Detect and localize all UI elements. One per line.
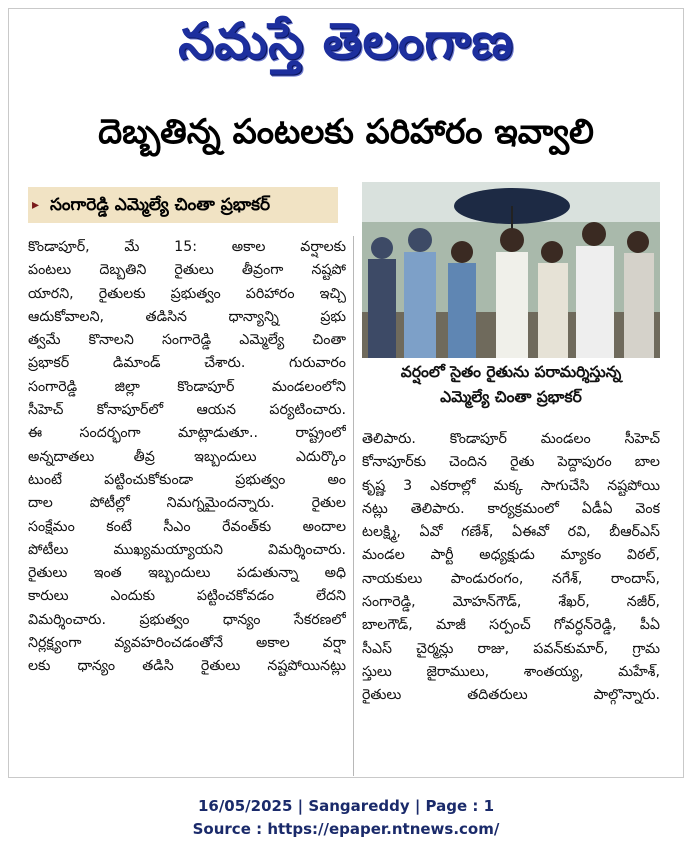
- article-text-line: కోనాపూర్‌కు చెందిన రైతు పెద్దాపురం బాల: [362, 454, 660, 471]
- article-text-line: కొండాపూర్, మే 15: అకాల వర్షాలకు: [28, 239, 346, 255]
- article-text-line: నట్లు తెలిపారు. కార్యక్రమంలో ఏడీఏ వెంక: [362, 500, 660, 517]
- article-text-line: లకు ధాన్యం తడిసి రైతులు నష్టపోయినట్లు: [28, 658, 346, 675]
- article-text-line: పంటలు దెబ్బతిని రైతులు తీవ్రంగా నష్టపో: [28, 262, 346, 279]
- photo-caption-line: వర్షంలో సైతం రైతును పరామర్శిస్తున్న: [400, 363, 622, 381]
- article-photo: [362, 182, 660, 358]
- article-text-line: మండల పార్టీ అధ్యక్షుడు మ్యాకం విఠల్,: [362, 547, 660, 564]
- footer-date-edition: 16/05/2025 | Sangareddy | Page : 1: [197, 797, 495, 815]
- footer-source: Source : https://epaper.ntnews.com/: [192, 820, 500, 838]
- article-text-line: తెలిపారు. కొండాపూర్ మండలం సీహెచ్: [362, 431, 660, 447]
- article-text-line: టలక్ష్మి, ఏవో గణేశ్, ఏఈవో రవి, బీఆర్‌ఎస్: [362, 524, 660, 541]
- article-column-2: [362, 428, 660, 708]
- article-text-line: టుంటే పట్టించుకోకుండా ప్రభుత్వం అం: [28, 471, 346, 488]
- newspaper-masthead: నమస్తే తెలంగాణ: [178, 11, 514, 70]
- article-column-1: [28, 236, 346, 679]
- article-text-line: యారని, రైతులకు ప్రభుత్వం పరిహారం ఇచ్చి: [28, 285, 346, 302]
- column-divider: [353, 236, 354, 776]
- article-text-line: సీఎస్ చైర్మన్లు రాజు, పవన్‌కుమార్, గ్రామ: [362, 640, 660, 657]
- article-text-line: కృష్ణ 3 ఎకరాల్లో మక్క సాగుచేసి నష్టపోయి: [362, 477, 660, 494]
- byline-text: సంగారెడ్డి ఎమ్మెల్యే చింతా ప్రభాకర్: [50, 195, 271, 215]
- article-text-line: రైతులు ఇంత ఇబ్బందులు పడుతున్నా అధి: [28, 565, 346, 582]
- article-headline: దెబ్బతిన్న పంటలకు పరిహారం ఇవ్వాలి: [98, 112, 594, 152]
- byline-marker-icon: ▸: [32, 197, 40, 213]
- article-text-line: స్తులు జైరాములు, శాంతయ్య, మహేశ్,: [362, 663, 660, 680]
- article-text-line: త్వమే కొనాలని సంగారెడ్డి ఎమ్మెల్యే చింతా: [28, 332, 346, 349]
- photo-caption: [362, 360, 660, 412]
- article-text-line: బాలగౌడ్, మాజీ సర్పంచ్ గోవర్ధన్‌రెడ్డి, పీఏ: [362, 617, 660, 634]
- article-text-line: అన్నదాతలు తీవ్ర ఇబ్బందులు ఎదుర్కొం: [28, 448, 346, 465]
- article-text-line: కారులు ఎందుకు పట్టించకోవడం లేదని: [28, 588, 346, 605]
- article-text-line: దాల పోటీల్లో నిమగ్నమైందన్నారు. రైతుల: [28, 495, 346, 512]
- article-text-line: నాయకులు పాండురంగం, నగేశ్, రాందాస్,: [362, 570, 660, 587]
- photo-caption-line: ఎమ్మెల్యే చింతా ప్రభాకర్: [440, 388, 582, 406]
- article-text-line: రైతులు తదితరులు పాల్గొన్నారు.: [362, 687, 660, 704]
- article-text-line: పోటీలు ముఖ్యమయ్యాయని విమర్శించారు.: [28, 541, 346, 558]
- photo-illustration: [362, 182, 660, 358]
- article-text-line: సంగారెడ్డి, మోహన్‌గౌడ్, శేఖర్, నజీర్,: [362, 594, 660, 611]
- article-text-line: సంగారెడ్డి జిల్లా కొండాపూర్ మండలంలోని: [28, 378, 346, 395]
- article-text-line: విమర్శించారు. ప్రభుత్వం ధాన్యం సేకరణలో: [28, 611, 346, 628]
- article-text-line: సంక్షేమం కంటే సీఎం రేవంత్‌కు అందాల: [28, 518, 346, 535]
- article-text-line: ప్రభాకర్ డిమాండ్ చేశారు. గురువారం: [28, 355, 346, 372]
- byline-box: [28, 187, 338, 223]
- article-text-line: ఆదుకోవాలని, తడిసిన ధాన్యాన్ని ప్రభు: [28, 308, 346, 325]
- article-text-line: నిర్లక్ష్యంగా వ్యవహరించడంతోనే అకాల వర్షా: [28, 635, 346, 652]
- article-text-line: ఈ సందర్భంగా మాట్లాడుతూ.. రాష్ట్రంలో: [28, 425, 346, 442]
- article-text-line: సీహెచ్ కోనాపూర్‌లో ఆయన పర్యటించారు.: [28, 402, 346, 419]
